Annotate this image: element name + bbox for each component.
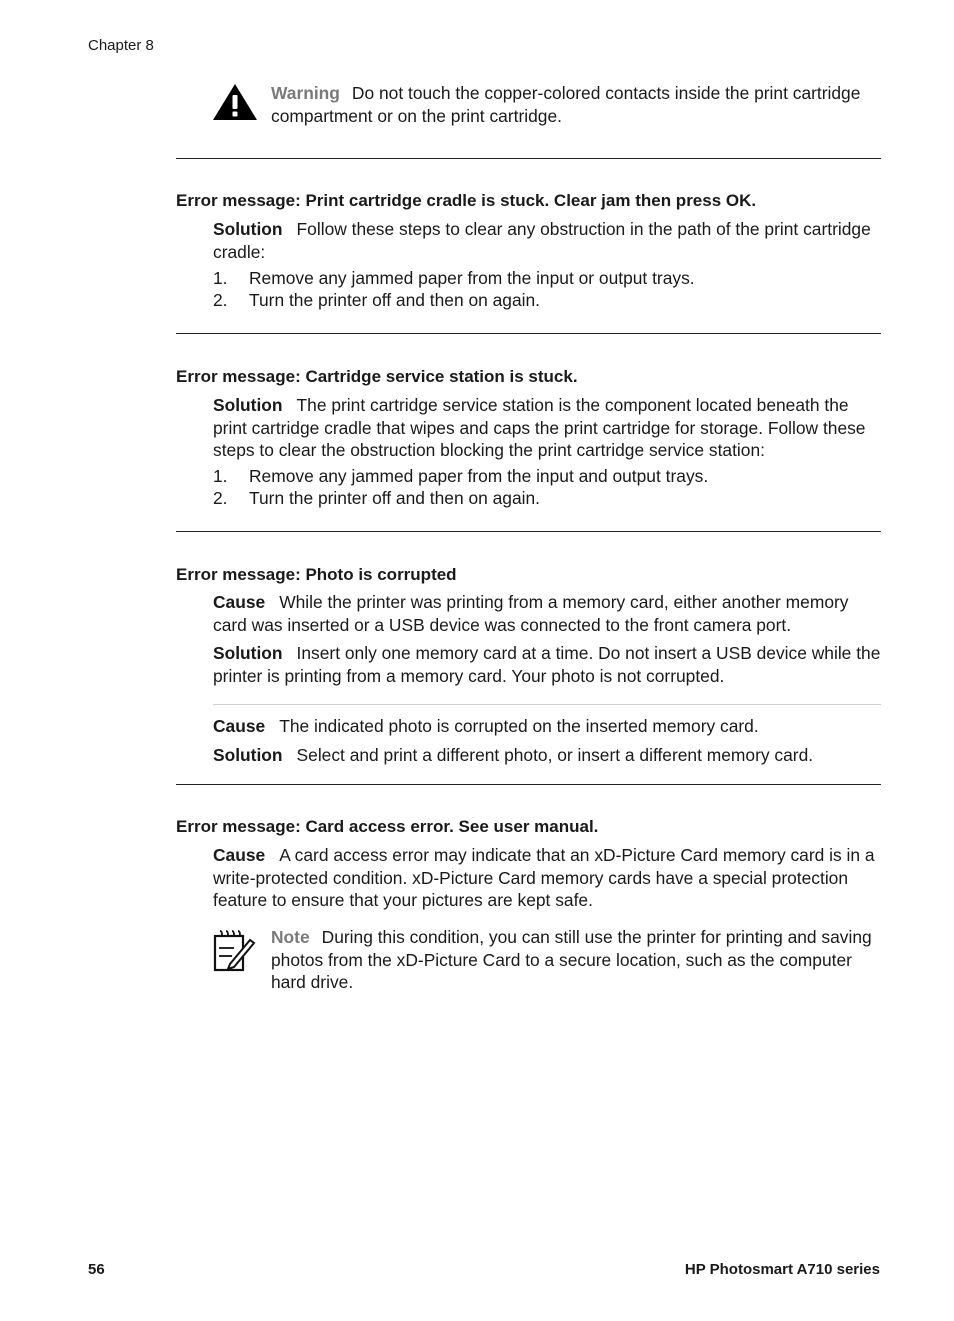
solution-paragraph bbox=[213, 642, 881, 687]
step-item bbox=[213, 267, 881, 289]
section-heading: Error message: Card access error. See user manual. bbox=[176, 817, 599, 836]
solution-text: Follow these steps to clear any obstruction in the path of the print cartridge cradle: bbox=[213, 219, 871, 262]
cause-paragraph bbox=[213, 844, 881, 912]
cause-label: Cause bbox=[213, 716, 266, 736]
section-divider bbox=[176, 333, 881, 334]
product-name: HP Photosmart A710 series bbox=[684, 1261, 880, 1278]
cause-divider bbox=[213, 704, 881, 705]
warning-label: Warning bbox=[271, 83, 340, 103]
chapter-label: Chapter 8 bbox=[88, 37, 154, 54]
page-number: 56 bbox=[88, 1261, 105, 1278]
solution-paragraph bbox=[213, 394, 881, 462]
warning-text: Do not touch the copper-colored contacts inside the print cartridge compartment or on the print cartridge. bbox=[271, 83, 861, 126]
solution-label: Solution bbox=[213, 395, 283, 415]
step-text: Turn the printer off and then on again. bbox=[249, 290, 541, 310]
step-item bbox=[213, 465, 881, 487]
solution-text: The print cartridge service station is the component located beneath the print cartridge cradle that wipes and caps the print cartridge for storage. Follow these steps to clear the obstruction blocking the print cartridge service station: bbox=[213, 395, 866, 460]
section-heading: Error message: Cartridge service station is stuck. bbox=[176, 367, 578, 386]
cause-paragraph bbox=[213, 591, 881, 636]
step-text: Turn the printer off and then on again. bbox=[249, 488, 541, 508]
section-divider bbox=[176, 158, 881, 159]
section-divider bbox=[176, 531, 881, 532]
solution-text: Insert only one memory card at a time. Do not insert a USB device while the printer is printing from a memory card. Your photo is not corrupted. bbox=[213, 643, 881, 686]
solution-text: Select and print a different photo, or insert a different memory card. bbox=[296, 745, 814, 765]
cause-text: While the printer was printing from a memory card, either another memory card was inserted or a USB device was connected to the front camera port. bbox=[213, 592, 849, 635]
step-text: Remove any jammed paper from the input and output trays. bbox=[249, 466, 709, 486]
note-icon bbox=[212, 928, 256, 977]
step-text: Remove any jammed paper from the input or output trays. bbox=[249, 268, 695, 288]
section-heading: Error message: Photo is corrupted bbox=[176, 565, 457, 584]
step-item bbox=[213, 289, 881, 311]
step-number: 1. bbox=[213, 466, 228, 486]
cause-label: Cause bbox=[213, 845, 266, 865]
cause-paragraph bbox=[213, 715, 881, 738]
solution-paragraph bbox=[213, 744, 881, 767]
cause-text: A card access error may indicate that an xD-Picture Card memory card is in a write-protected condition. xD-Picture Card memory cards have a special protection feature to ensure that your pictures are kept safe. bbox=[213, 845, 875, 910]
cause-text: The indicated photo is corrupted on the inserted memory card. bbox=[279, 716, 759, 736]
note-label: Note bbox=[271, 927, 310, 947]
solution-label: Solution bbox=[213, 745, 283, 765]
section-divider bbox=[176, 784, 881, 785]
solution-label: Solution bbox=[213, 219, 283, 239]
cause-label: Cause bbox=[213, 592, 266, 612]
note-callout bbox=[212, 926, 880, 994]
section-heading: Error message: Print cartridge cradle is stuck. Clear jam then press OK. bbox=[176, 191, 757, 210]
note-text: During this condition, you can still use the printer for printing and saving photos from the xD-Picture Card to a secure location, such as the computer hard drive. bbox=[271, 927, 872, 992]
step-number: 1. bbox=[213, 268, 228, 288]
solution-label: Solution bbox=[213, 643, 283, 663]
step-number: 2. bbox=[213, 488, 228, 508]
solution-paragraph bbox=[213, 218, 881, 263]
warning-icon bbox=[212, 82, 258, 127]
step-number: 2. bbox=[213, 290, 228, 310]
warning-callout bbox=[212, 82, 880, 127]
step-item bbox=[213, 487, 881, 509]
